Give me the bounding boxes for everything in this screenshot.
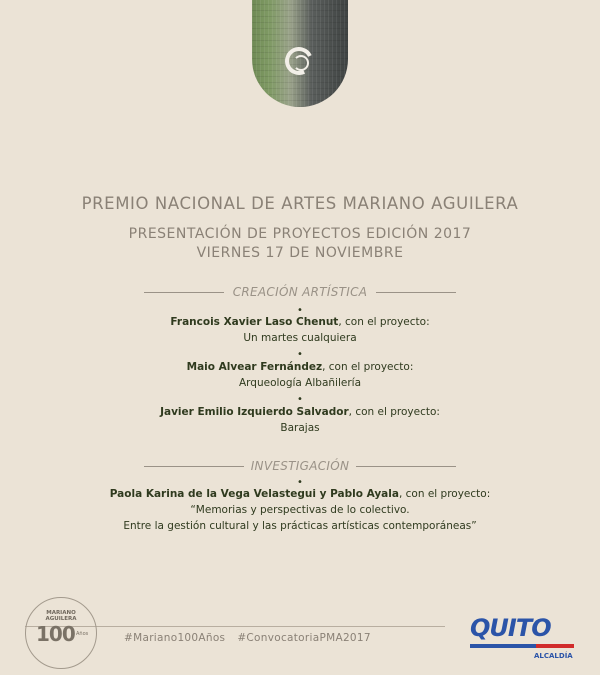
entry-project: Barajas <box>280 422 320 434</box>
event-subtitle: PRESENTACIÓN DE PROYECTOS EDICIÓN 2017 <box>128 226 472 242</box>
entry-name: Francois Xavier Laso Chenut <box>170 316 339 328</box>
section-heading-creacion: CREACIÓN ARTÍSTICA <box>232 285 368 299</box>
header-artwork <box>252 0 348 107</box>
entry-name-line <box>0 488 600 500</box>
entry-suffix: , con el proyecto: <box>322 361 414 373</box>
section-heading-investigacion: INVESTIGACIÓN <box>250 459 350 473</box>
entry-suffix: , con el proyecto: <box>348 406 440 418</box>
entry-name: Maio Alvear Fernández <box>186 361 323 373</box>
entry-suffix: , con el proyecto: <box>338 316 430 328</box>
entry-name-line <box>0 316 600 328</box>
entry-name: Javier Emilio Izquierdo Salvador <box>160 406 349 418</box>
entry-project-line2: Entre la gestión cultural y las prácticas artísticas contemporáneas” <box>123 520 477 532</box>
entry-name-line <box>0 406 600 418</box>
logo-bar-accent <box>536 644 574 648</box>
seal-number: 100 <box>36 622 75 646</box>
bullet: • <box>297 477 303 488</box>
bullet: • <box>297 305 303 316</box>
quito-alcaldia-logo <box>470 614 574 664</box>
seal-anos: Años <box>76 631 89 637</box>
entry-suffix: , con el proyecto: <box>398 488 491 500</box>
anniversary-seal-logo <box>25 597 97 669</box>
event-title: PREMIO NACIONAL DE ARTES MARIANO AGUILERA <box>81 194 519 213</box>
logo-subtitle: ALCALDÍA <box>534 652 573 660</box>
entry-project: Un martes cualquiera <box>243 332 357 344</box>
bullet: • <box>297 349 303 360</box>
entry-name-line <box>0 361 600 373</box>
event-date: VIERNES 17 DE NOVIEMBRE <box>196 245 404 261</box>
seal-text: MARIANO AGUILERA <box>45 610 77 622</box>
circle-logo-inner-icon <box>293 55 309 71</box>
entry-name: Paola Karina de la Vega Velastegui y Pablo Ayala <box>109 488 399 500</box>
entry-project-line1: “Memorias y perspectivas de lo colectivo. <box>190 504 410 516</box>
entry-project: Arqueología Albañilería <box>238 377 362 389</box>
hashtag: #ConvocatoriaPMA2017 <box>237 632 371 644</box>
quito-logo-word: QUITO <box>470 614 551 642</box>
hashtags <box>124 632 383 644</box>
bullet: • <box>297 394 303 405</box>
hashtag: #Mariano100Años <box>124 632 226 644</box>
